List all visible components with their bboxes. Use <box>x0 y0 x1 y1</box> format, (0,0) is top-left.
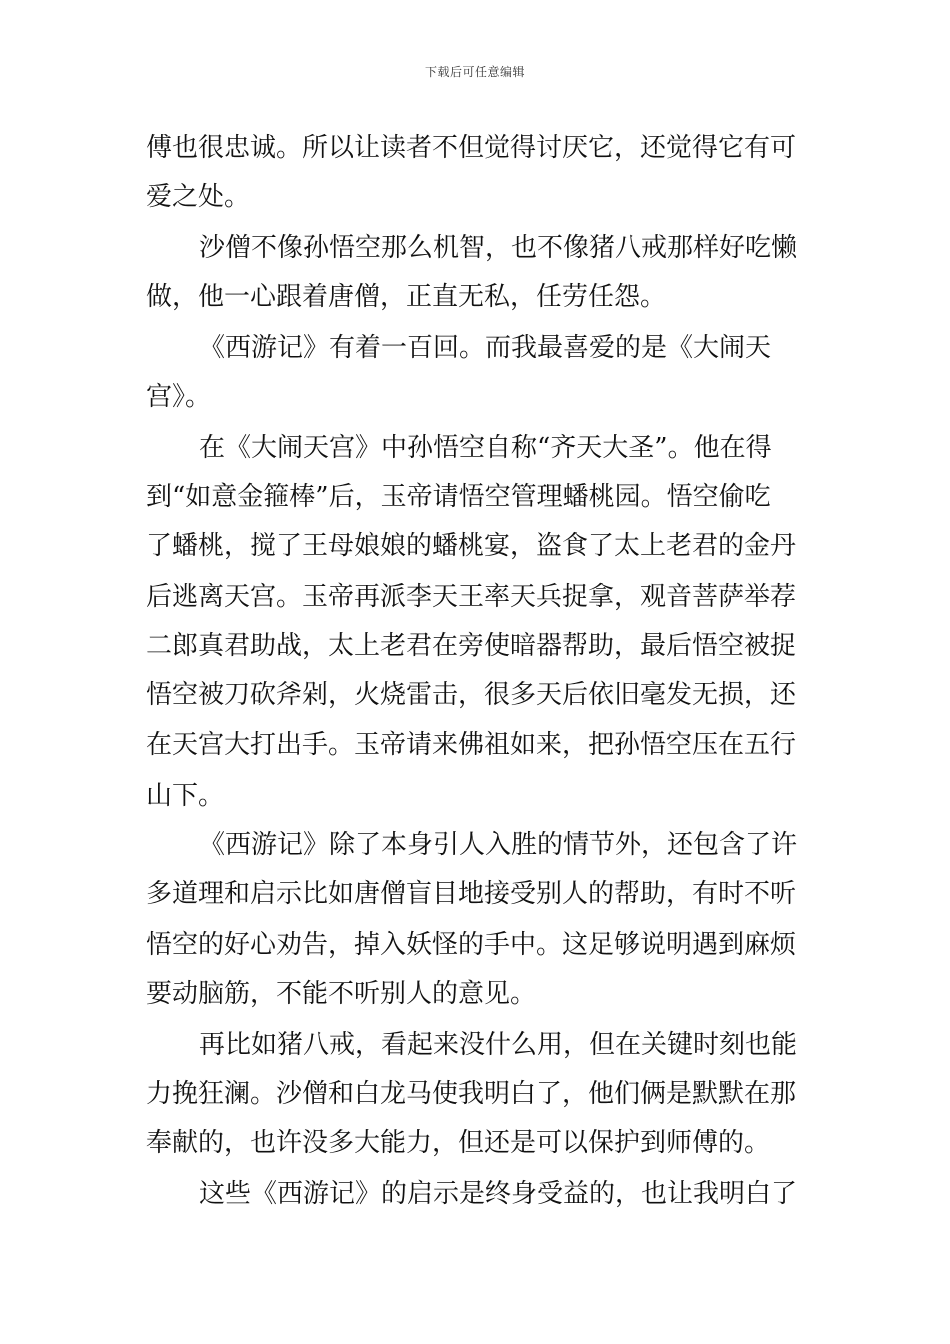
text-line: 《西游记》除了本身引人入胜的情节外，还包含了许 <box>199 830 798 860</box>
text-line: 力挽狂澜。沙僧和白龙马使我明白了，他们俩是默默在那 <box>146 1079 797 1109</box>
text-line: 了蟠桃，搅了王母娘娘的蟠桃宴，盗食了太上老君的金丹 <box>146 531 797 561</box>
text-line: 奉献的，也许没多大能力，但还是可以保护到师傅的。 <box>146 1128 771 1158</box>
text-line: 爱之处。 <box>146 182 251 212</box>
text-line: 傅也很忠诚。所以让读者不但觉得讨厌它，还觉得它有可 <box>146 133 797 163</box>
text-line: 做，他一心跟着唐僧，正直无私，任劳任怨。 <box>146 282 667 312</box>
text-line: 在《大闹天宫》中孙悟空自称“齐天大圣”。他在得 <box>199 433 772 463</box>
text-line: 后逃离天宫。玉帝再派李天王率天兵捉拿，观音菩萨举荐 <box>146 582 797 612</box>
text-line: 宫》。 <box>146 382 212 412</box>
page-header: 下载后可任意编辑 <box>424 65 525 79</box>
text-line: 要动脑筋，不能不听别人的意见。 <box>146 979 537 1009</box>
text-line: 二郎真君助战，太上老君在旁使暗器帮助，最后悟空被捉 <box>146 631 797 661</box>
text-line: 悟空的好心劝告，掉入妖怪的手中。这足够说明遇到麻烦 <box>146 930 797 960</box>
text-line: 再比如猪八戒，看起来没什么用，但在关键时刻也能 <box>199 1030 798 1060</box>
text-line: 山下。 <box>146 781 225 811</box>
text-line: 《西游记》有着一百回。而我最喜爱的是《大闹天 <box>199 333 772 363</box>
text-line: 悟空被刀砍斧剁，火烧雷击，很多天后依旧毫发无损，还 <box>146 680 797 710</box>
text-line: 在天宫大打出手。玉帝请来佛祖如来，把孙悟空压在五行 <box>146 730 797 760</box>
text-line: 多道理和启示比如唐僧盲目地接受别人的帮助，有时不听 <box>146 879 797 909</box>
text-line: 这些《西游记》的启示是终身受益的，也让我明白了 <box>199 1179 798 1209</box>
text-line: 到“如意金箍棒”后，玉帝请悟空管理蟠桃园。悟空偷吃 <box>146 482 771 512</box>
text-line: 沙僧不像孙悟空那么机智，也不像猪八戒那样好吃懒 <box>199 233 798 263</box>
